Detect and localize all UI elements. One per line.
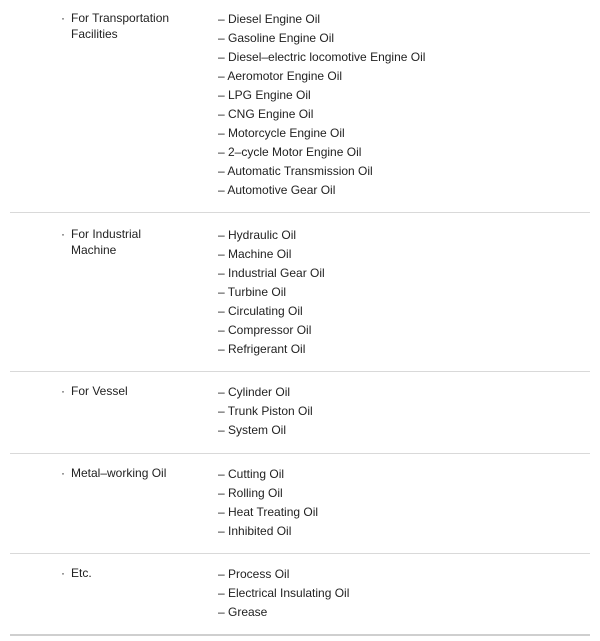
list-item: – Heat Treating Oil [218, 505, 319, 519]
bullet-icon: · [61, 566, 65, 580]
bullet-icon: · [61, 466, 65, 480]
category-cell [10, 565, 218, 622]
list-item: – Motorcycle Engine Oil [218, 126, 345, 140]
category-cell [10, 226, 218, 359]
category-row-vessel [10, 372, 590, 454]
list-item: – Automatic Transmission Oil [218, 164, 373, 178]
list-item: – CNG Engine Oil [218, 107, 314, 121]
list-item: – Machine Oil [218, 247, 292, 261]
list-item: – Grease [218, 605, 268, 619]
category-label: For Vessel [71, 384, 128, 398]
product-list [218, 565, 349, 622]
list-item: – Cutting Oil [218, 467, 285, 481]
category-cell [10, 465, 218, 541]
category-row-transportation [10, 0, 590, 213]
list-item: – Turbine Oil [218, 285, 287, 299]
product-list [218, 465, 318, 541]
bullet-icon: · [61, 227, 65, 241]
category-label: For Industrial Machine [71, 227, 142, 257]
list-item: – Trunk Piston Oil [218, 404, 313, 418]
list-item: – Electrical Insulating Oil [218, 586, 350, 600]
list-item: – Inhibited Oil [218, 524, 292, 538]
list-item: – Cylinder Oil [218, 385, 291, 399]
bullet-icon: · [61, 11, 65, 25]
category-label: Etc. [71, 566, 92, 580]
category-row-metal-working [10, 454, 590, 554]
list-item: – Refrigerant Oil [218, 342, 306, 356]
list-item: – Gasoline Engine Oil [218, 31, 335, 45]
list-item: – System Oil [218, 423, 287, 437]
product-list [218, 226, 325, 359]
list-item: – Circulating Oil [218, 304, 303, 318]
category-cell [10, 10, 218, 200]
list-item: – Aeromotor Engine Oil [218, 69, 343, 83]
list-item: – Rolling Oil [218, 486, 283, 500]
bullet-icon: · [61, 384, 65, 398]
list-item: – Industrial Gear Oil [218, 266, 325, 280]
list-item: – Diesel–electric locomotive Engine Oil [218, 50, 426, 64]
category-cell [10, 383, 218, 440]
product-category-table [10, 0, 590, 636]
list-item: – Compressor Oil [218, 323, 312, 337]
list-item: – Hydraulic Oil [218, 228, 297, 242]
list-item: – Process Oil [218, 567, 290, 581]
category-row-etc [10, 554, 590, 636]
list-item: – LPG Engine Oil [218, 88, 311, 102]
list-item: – Automotive Gear Oil [218, 183, 336, 197]
list-item: – Diesel Engine Oil [218, 12, 321, 26]
category-label: For Transportation Facilities [71, 11, 170, 41]
category-row-industrial [10, 213, 590, 372]
product-list [218, 10, 425, 200]
category-label: Metal–working Oil [71, 466, 167, 480]
list-item: – 2–cycle Motor Engine Oil [218, 145, 362, 159]
product-list [218, 383, 313, 440]
